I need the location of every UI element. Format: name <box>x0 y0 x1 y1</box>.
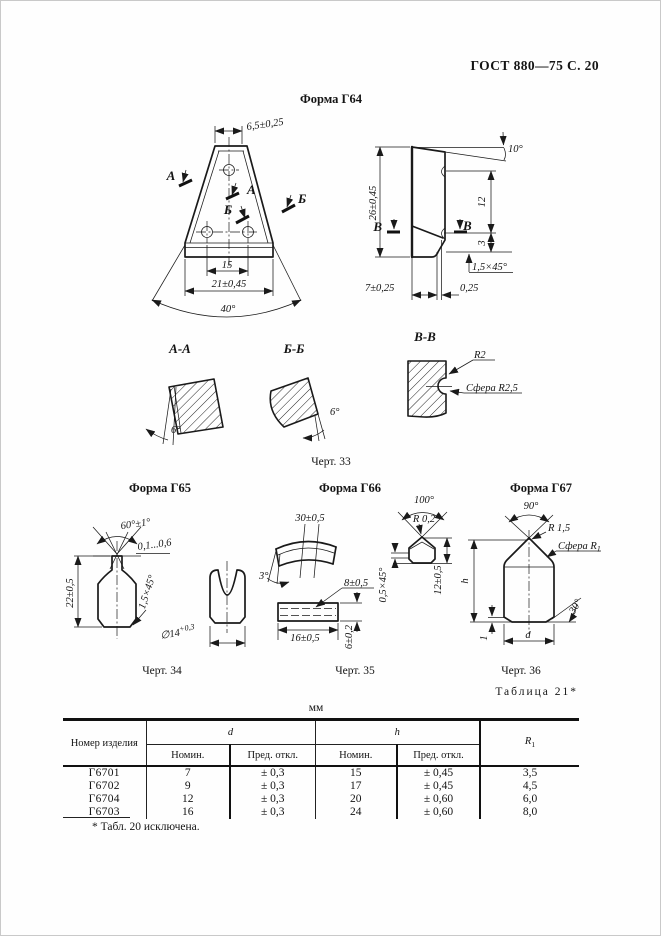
g64-section-b-label-2: Б <box>223 202 233 217</box>
g64-section-aa <box>146 341 223 445</box>
g65-dim-height: 22±0,5 <box>65 578 76 608</box>
g65-caption: Черт. 34 <box>142 665 182 677</box>
figure-g64 <box>146 92 524 468</box>
g66-radius-top: 30±0,5 <box>295 513 325 524</box>
g64-section-a-label-2: А <box>247 182 256 197</box>
subcol-h-deviation: Пред. откл. <box>397 745 480 767</box>
g64-dim-12: 12 <box>477 196 488 208</box>
g64-radius-r2: R2 <box>474 350 486 361</box>
g66-taper-angle: 3° <box>259 571 269 582</box>
subcol-d-deviation: Пред. откл. <box>230 745 315 767</box>
page-header: ГОСТ 880—75 С. 20 <box>470 58 599 73</box>
g64-side-view <box>365 132 524 300</box>
g64-section-v-label-1: В <box>373 219 382 234</box>
g64-slope-angle: 10° <box>508 144 523 155</box>
g66-dim-length: 16±0,5 <box>290 633 320 644</box>
g64-wedge-angle: 40° <box>220 304 236 315</box>
cell-product: Г6703 <box>63 806 146 819</box>
g64-section-bb <box>270 341 340 441</box>
g64-section-bb-title: Б-Б <box>283 341 305 356</box>
col-header-r1: $R_1$ <box>480 720 579 767</box>
g65-notch-angle: 60°±1° <box>120 516 152 533</box>
footnote-separator <box>63 817 130 818</box>
table-row: Г6702 9 ± 0,3 17 ± 0,45 4,5 <box>63 780 579 793</box>
table-row: Г6704 12 ± 0,3 20 ± 0,60 6,0 <box>63 793 579 806</box>
g67-title: Форма Г67 <box>509 481 573 495</box>
col-header-product: Номер изделия <box>63 720 146 767</box>
table-row: Г6701 7 ± 0,3 15 ± 0,45 3,5 <box>63 766 579 780</box>
dimensions-table <box>63 718 579 819</box>
g67-sphere-label: Сфера $R_1$ <box>558 541 601 554</box>
g65-chamfer: 1,5×45° <box>136 573 159 611</box>
col-header-h: h <box>315 720 480 745</box>
g64-dim-top-width: 6,5±0,25 <box>245 116 285 133</box>
g66-caption: Черт. 35 <box>335 665 375 677</box>
subcol-h-nominal: Номин. <box>315 745 397 767</box>
g64-dim-base: 21±0,45 <box>211 279 247 290</box>
figure-g67 <box>378 481 601 677</box>
g65-flat-width: 0,1...0,6 <box>136 537 173 553</box>
g65-diameter: $\emptyset 14^{+0,3}$ <box>159 622 196 642</box>
g67-caption: Черт. 36 <box>501 665 541 677</box>
g65-title: Форма Г65 <box>128 481 192 495</box>
g64-taper-b: 6° <box>330 407 340 418</box>
g64-section-vv <box>408 329 522 417</box>
table-row: Г6703 16 ± 0,3 24 ± 0,60 8,0 <box>63 806 579 819</box>
g64-dim-thickness: 7±0,25 <box>365 283 395 294</box>
cell-product: Г6701 <box>63 766 146 780</box>
cell-product: Г6704 <box>63 793 146 806</box>
figure-g65 <box>65 481 245 677</box>
g64-front-view <box>152 117 306 317</box>
g67-bottom-angle: 30° <box>567 597 585 616</box>
figure-g66 <box>258 481 381 677</box>
g64-dim-height: 26±0,45 <box>368 185 379 221</box>
g64-section-aa-title: А-А <box>169 341 191 356</box>
g67-chamfer: 0,5×45° <box>378 567 389 603</box>
g64-taper-a: 6° <box>171 425 181 436</box>
g64-section-vv-title: В-В <box>414 329 436 344</box>
g67-dim-chamfer-h: 1 <box>479 635 490 641</box>
subcol-d-nominal: Номин. <box>146 745 230 767</box>
table-caption: Таблица 21* <box>495 686 578 698</box>
g64-section-v-label-2: В <box>463 218 472 233</box>
g64-section-b-label-1: Б <box>298 191 307 206</box>
g67-dim-h: h <box>460 578 471 584</box>
g67-angle-main: 90° <box>523 501 539 512</box>
g64-sphere-label: Сфера R2,5 <box>466 383 518 394</box>
g66-dim-height: 6±0,2 <box>344 624 355 650</box>
g67-dim-d: d <box>525 630 531 641</box>
table-units: мм <box>308 702 324 714</box>
g67-height-small: 12±0,5 <box>433 565 444 595</box>
g64-title: Форма Г64 <box>299 92 363 106</box>
footnote: * Табл. 20 исключена. <box>92 821 200 833</box>
g64-dim-3: 3 <box>477 240 488 246</box>
g64-dim-gap: 0,25 <box>460 283 479 294</box>
g64-dim-holes: 15 <box>221 260 233 271</box>
g67-angle-top: 100° <box>414 495 434 506</box>
g64-section-a-label-1: А <box>166 168 176 183</box>
g67-r-main: R 1,5 <box>548 523 571 534</box>
col-header-d: d <box>146 720 315 745</box>
g64-chamfer: 1,5×45° <box>472 262 507 273</box>
g64-caption: Черт. 33 <box>311 456 351 468</box>
g66-title: Форма Г66 <box>318 481 382 495</box>
g67-r-tip: R 0,2 <box>412 514 436 525</box>
g66-radius-face: 8±0,5 <box>344 578 369 589</box>
cell-product: Г6702 <box>63 780 146 793</box>
technical-drawing <box>0 85 661 685</box>
